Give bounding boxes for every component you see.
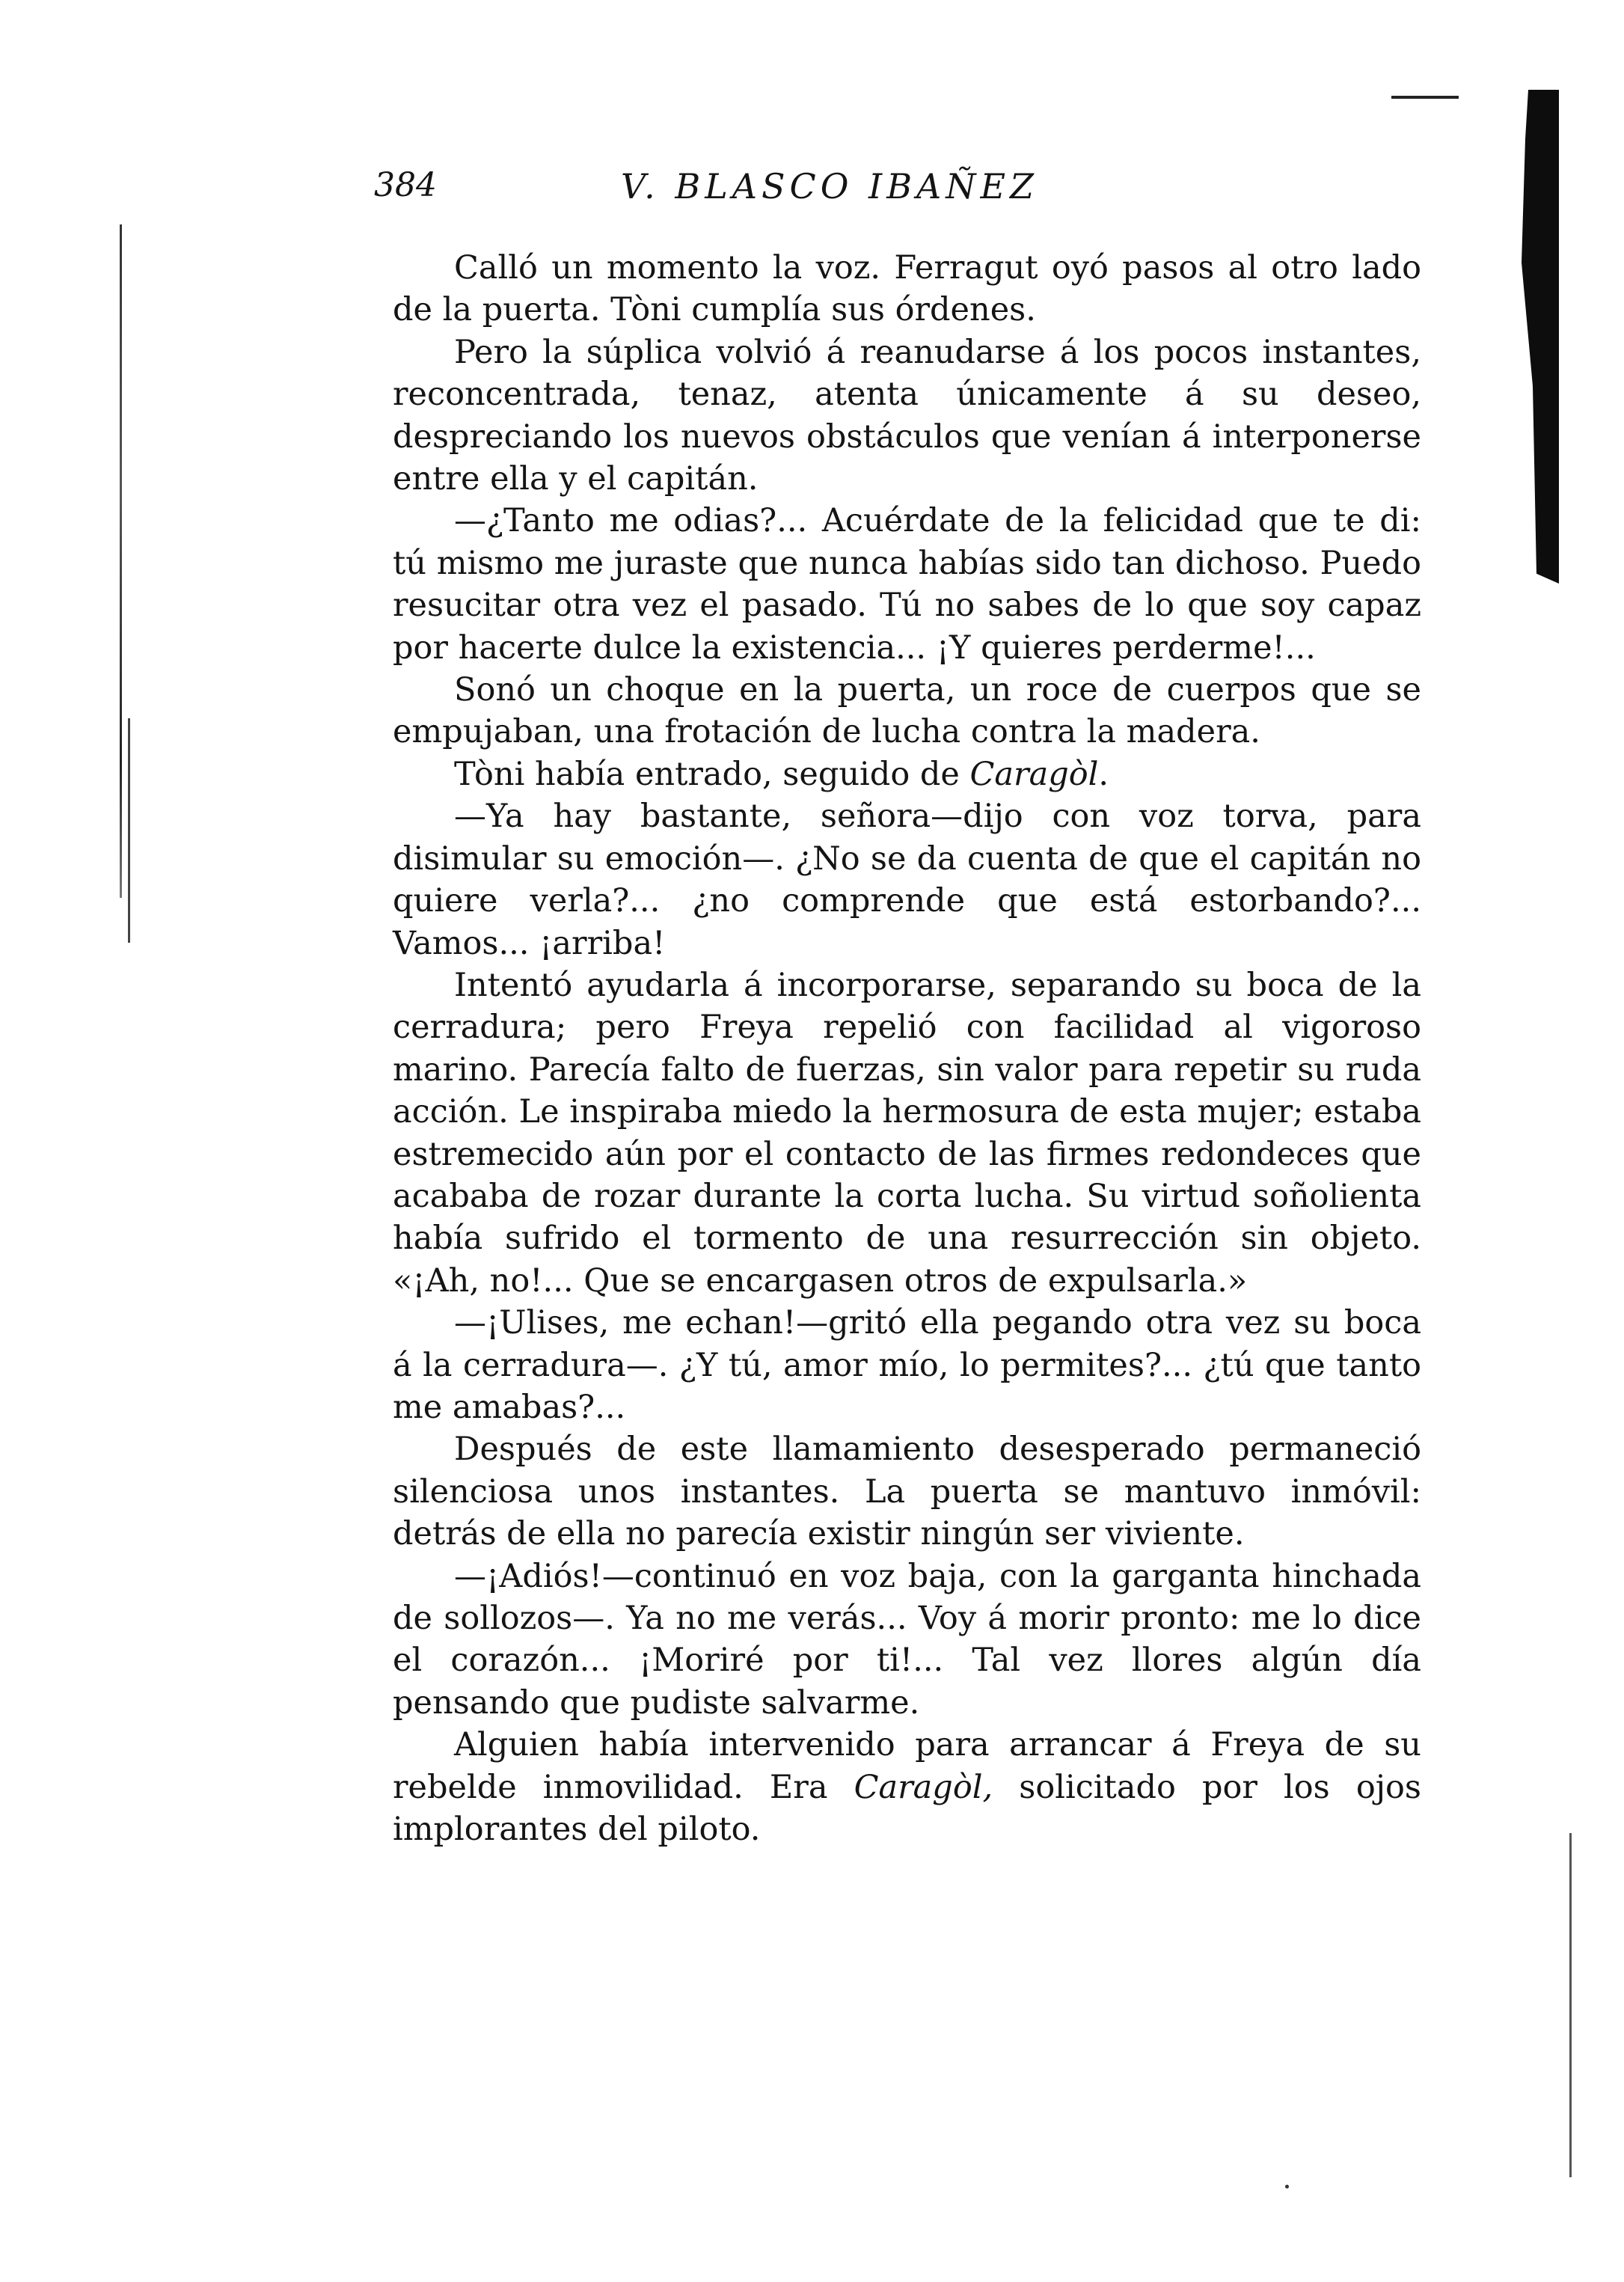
paragraph-text: . xyxy=(1098,755,1109,793)
character-name: Caragòl xyxy=(969,755,1099,793)
character-name: Caragòl, xyxy=(854,1768,993,1806)
running-head xyxy=(374,166,1421,226)
scan-right-rule xyxy=(1569,1833,1572,2177)
body-text xyxy=(393,247,1421,1850)
scan-left-rule xyxy=(120,224,122,898)
paragraph-text: Alguien había intervenido para arrancar á Freya de su rebelde inmovilidad. Era xyxy=(393,1726,1421,1806)
paragraph: Calló un momento la voz. Ferragut oyó pasos al otro lado de la puerta. Tòni cumplía sus órdenes. xyxy=(393,249,1421,329)
paragraph: Después de este llamamiento desesperado permaneció silenciosa unos instantes. La puerta se mantuvo inmóvil: detrás de ella no parecía existir ningún ser viviente. xyxy=(393,1431,1421,1553)
paragraph xyxy=(393,753,1421,795)
paragraph: —¡Adiós!—continuó en voz baja, con la garganta hinchada de sollozos—. Ya no me verás... Voy á morir pronto: me lo dice el corazón... ¡Moriré por ti!... Tal vez llores algún día pensando que pudiste salvarme. xyxy=(393,1557,1421,1722)
paragraph: Sonó un choque en la puerta, un roce de cuerpos que se empujaban, una frotación de lucha contra la madera. xyxy=(393,671,1421,751)
header-title: V. BLASCO IBAÑEZ xyxy=(621,166,1039,207)
paragraph: —Ya hay bastante, señora—dijo con voz torva, para disimular su emoción—. ¿No se da cuenta de que el capitán no quiere verla?... ¿no comprende que está estorbando?... Vamos... ¡arriba! xyxy=(393,798,1421,962)
scan-edge-shadow xyxy=(1522,90,1559,584)
paragraph: Pero la súplica volvió á reanudarse á los pocos instantes, reconcentrada, tenaz, atenta únicamente á su deseo, despreciando los nuevos obstáculos que venían á interponerse entre ella y el capitán. xyxy=(393,333,1421,498)
page-number: 384 xyxy=(374,166,437,204)
paragraph: —¡Ulises, me echan!—gritó ella pegando otra vez su boca á la cerradura—. ¿Y tú, amor mío, lo permites?... ¿tú que tanto me amabas?... xyxy=(393,1304,1421,1426)
scan-edge-mark xyxy=(1391,96,1459,99)
scan-left-rule-lower xyxy=(128,718,130,943)
scan-speck xyxy=(1285,2185,1289,2188)
paragraph xyxy=(393,1724,1421,1850)
paragraph: —¿Tanto me odias?... Acuérdate de la felicidad que te di: tú mismo me juraste que nunca habías sido tan dichoso. Puedo resucitar otra vez el pasado. Tú no sabes de lo que soy capaz por hacerte dulce la existencia... ¡Y quieres perderme!... xyxy=(393,502,1421,667)
paragraph-text: solicitado por los ojos implorantes del piloto. xyxy=(393,1768,1421,1849)
paragraph: Intentó ayudarla á incorporarse, separando su boca de la cerradura; pero Freya repelió con facilidad al vigoroso marino. Parecía falto de fuerzas, sin valor para repetir su ruda acción. Le inspiraba miedo la hermosura de esta mujer; estaba estremecido aún por el contacto de las firmes redondeces que acababa de rozar durante la corta lucha. Su virtud soñolienta había sufrido el tormento de una resurrección sin objeto. «¡Ah, no!... Que se encargasen otros de expulsarla.» xyxy=(393,966,1421,1300)
paragraph-text: Tòni había entrado, seguido de xyxy=(454,755,970,793)
